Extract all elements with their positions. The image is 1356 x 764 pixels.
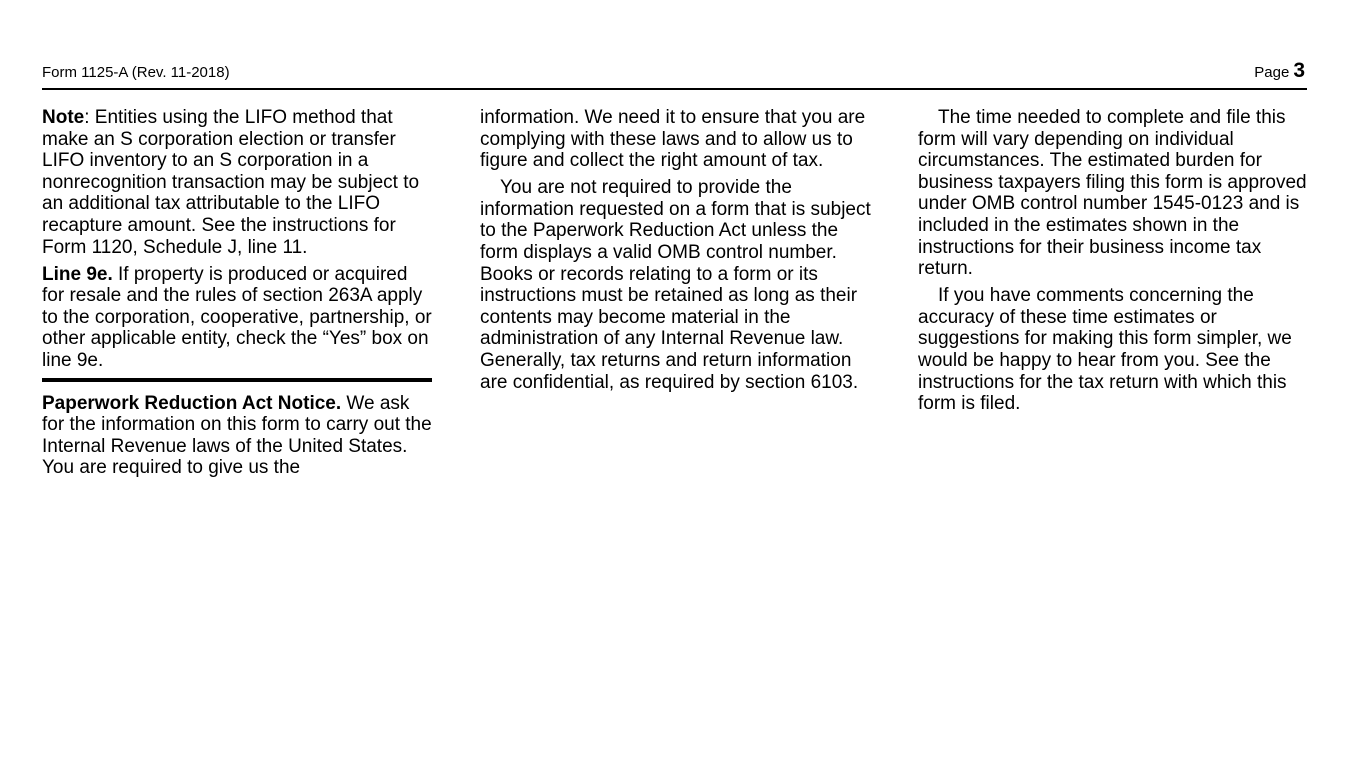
paperwork-notice-paragraph: [42, 393, 432, 479]
paperwork-notice-text: We ask for the information on this form to carry out the Internal Revenue laws of the United States. You are required to give us the: [42, 392, 432, 479]
column-1: [42, 107, 432, 484]
line-9e-text: If property is produced or acquired for resale and the rules of section 263A apply to the corporation, cooperative, partnership, or other applicable entity, check the “Yes” box on line 9e.: [42, 263, 432, 371]
note-paragraph: [42, 107, 432, 258]
section-divider: [42, 378, 432, 382]
form-identifier: Form 1125-A (Rev. 11-2018): [42, 64, 230, 81]
column-2: [480, 107, 872, 399]
page-word: Page: [1254, 64, 1290, 81]
line-9e-lead: Line 9e.: [42, 263, 113, 285]
column-3-paragraph-1: The time needed to complete and file this form will vary depending on individual circumstances. The estimated burden for business taxpayers filing this form is approved under OMB control number 1545-0123 and is included in the estimates shown in the instructions for their business income tax return.: [918, 107, 1307, 280]
column-3-paragraph-2: If you have comments concerning the accuracy of these time estimates or suggestions for making this form simpler, we would be happy to hear from you. See the instructions for the tax return with which this form is filed.: [918, 285, 1292, 415]
column-2-paragraph-2: You are not required to provide the information requested on a form that is subject to the Paperwork Reduction Act unless the form displays a valid OMB control number. Books or records relating to a form or its instructions must be retained as long as their contents may become material in the administration of any Internal Revenue law. Generally, tax returns and return information are confidential, as required by section 6103.: [480, 177, 871, 393]
page-number: 3: [1293, 59, 1305, 82]
note-lead: Note: [42, 107, 85, 128]
line-9e-paragraph: [42, 264, 432, 372]
column-2-paragraph-1: information. We need it to ensure that you are complying with these laws and to allow us to figure and collect the right amount of tax.: [480, 107, 866, 172]
note-text: : Entities using the LIFO method that make an S corporation election or transfer LIFO inventory to an S corporation in a nonrecognition transaction may be subject to an additional tax attributable to the LIFO recapture amount. See the instructions for Form 1120, Schedule J, line 11.: [42, 107, 420, 258]
paperwork-notice-lead: Paperwork Reduction Act Notice.: [42, 392, 342, 414]
column-3: [918, 107, 1310, 420]
page-number-label: [1254, 60, 1305, 84]
page-header: [42, 60, 1307, 90]
